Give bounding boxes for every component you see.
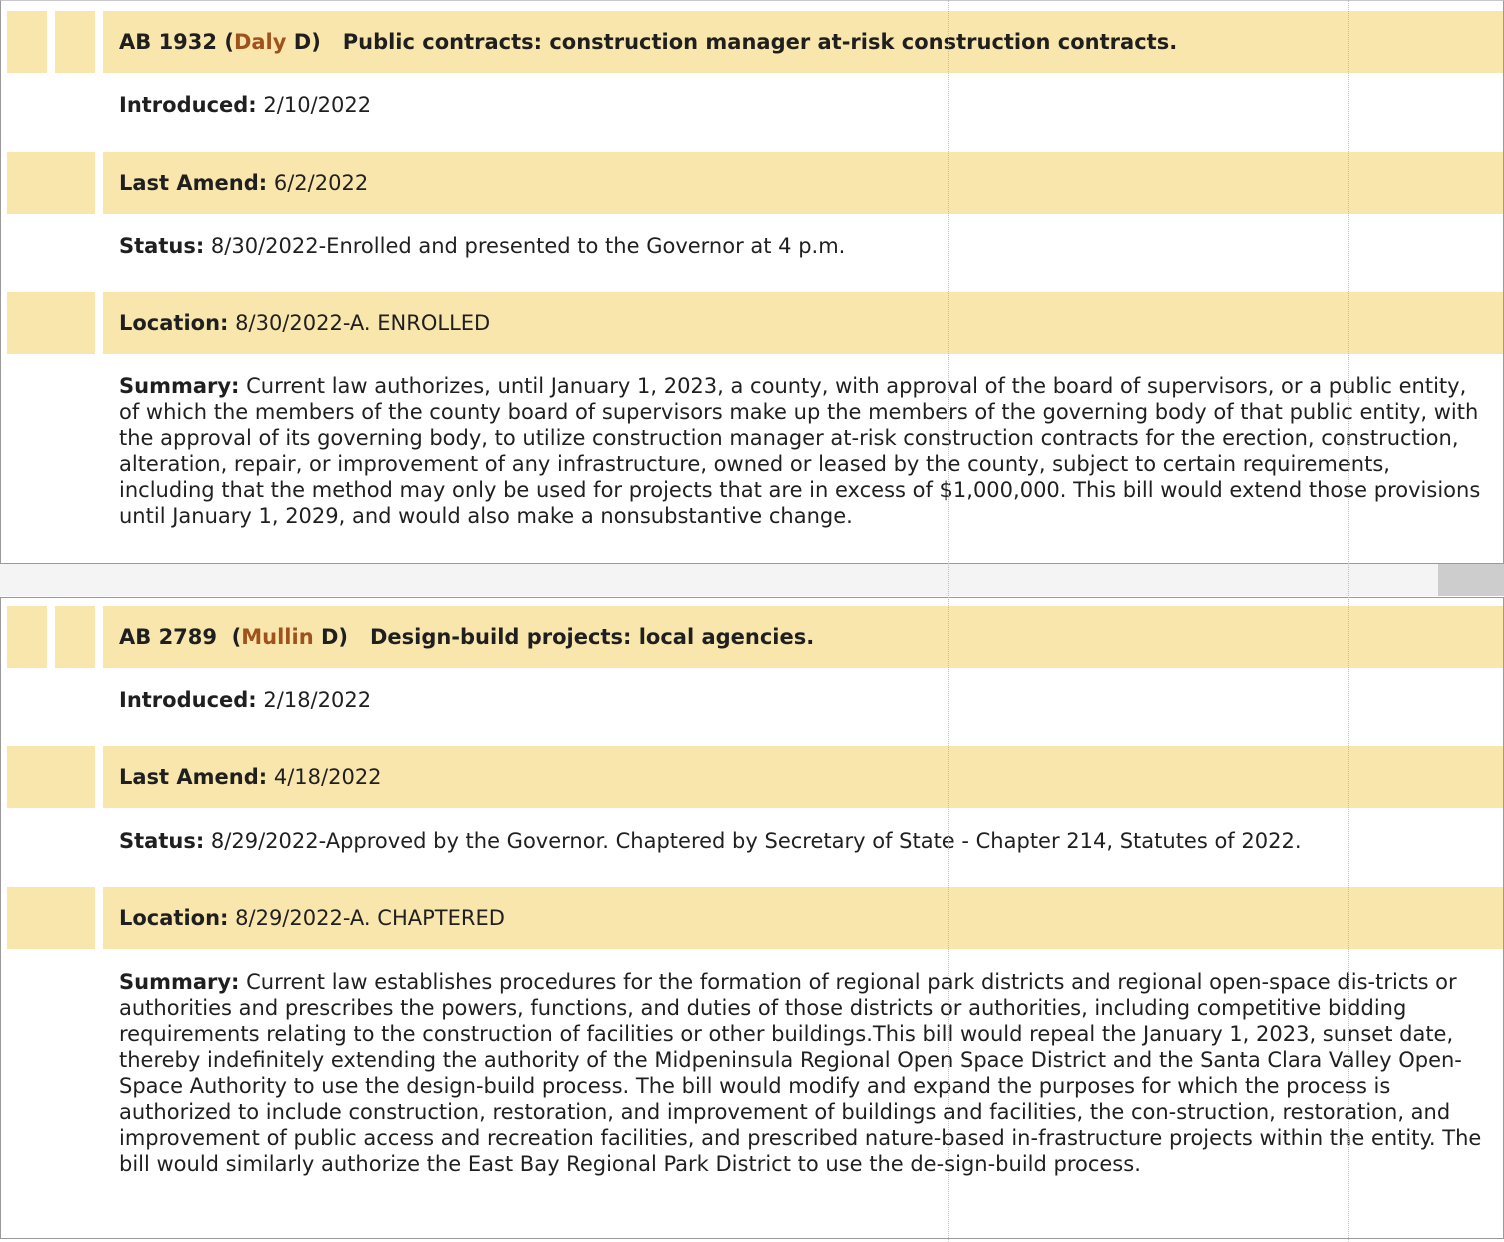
- location-row: [1, 887, 1503, 949]
- row-marker-cell: [7, 11, 47, 73]
- row-marker-cell: [7, 887, 95, 949]
- introduced-field: [119, 74, 371, 136]
- location-value: 8/30/2022-A. ENROLLED: [235, 311, 491, 335]
- row-marker-cell: [7, 606, 47, 668]
- summary-field: [119, 373, 1489, 529]
- summary-text: Current law authorizes, until January 1, 2023, a county, with approval of the board of supervisors, or a public entity, of which the members of the county board of supervisors make up the members of the governing body of that public entity, with the approval of its governing body, to utilize construction manager at-risk construction contracts for the erection, construction, alteration, repair, or improvement of any infrastructure, owned or leased by the county, subject to certain requirements, including that the method may only be used for projects that are in excess of $1,000,000. This bill would extend those provisions until January 1, 2029, and would also make a nonsubstantive change.: [119, 374, 1481, 528]
- bill-author-link[interactable]: Mullin: [241, 625, 314, 649]
- status-value: 8/29/2022-Approved by the Governor. Chaptered by Secretary of State - Chapter 214, Statutes of 2022.: [210, 829, 1302, 853]
- status-field: [119, 215, 845, 277]
- introduced-row: [1, 74, 1503, 136]
- status-row: [1, 810, 1503, 872]
- location-field: [119, 887, 505, 949]
- bill-title: Design-build projects: local agencies.: [369, 625, 815, 649]
- bill-title: Public contracts: construction manager at-risk construction contracts.: [342, 30, 1178, 54]
- status-value: 8/30/2022-Enrolled and presented to the Governor at 4 p.m.: [210, 234, 846, 258]
- bill-separator: [0, 564, 1504, 596]
- bill-author-link[interactable]: Daly: [233, 30, 287, 54]
- bill-party: D: [320, 625, 339, 649]
- last-amend-row: [1, 746, 1503, 808]
- bill-heading: AB 1932 (Daly D) Public contracts: construction manager at-risk construction contracts.: [119, 30, 1178, 54]
- introduced-value: 2/10/2022: [263, 93, 372, 117]
- introduced-label: Introduced:: [119, 688, 257, 712]
- status-row: [1, 215, 1503, 277]
- last-amend-field: [119, 746, 382, 808]
- last-amend-label: Last Amend:: [119, 765, 268, 789]
- location-label: Location:: [119, 311, 229, 335]
- last-amend-label: Last Amend:: [119, 171, 268, 195]
- introduced-field: [119, 669, 371, 731]
- summary-text: Current law establishes procedures for the formation of regional park districts and regional open-space dis-tricts or authorities and prescribes the powers, functions, and duties of those districts or authorities, including competitive bidding requirements relating to the construction of facilities or other buildings.This bill would repeal the January 1, 2023, sunset date, thereby indefinitely extending the authority of the Midpeninsula Regional Open Space District and the Santa Clara Valley Open-Space Authority to use the design-build process. The bill would modify and expand the purposes for which the process is authorized to include construction, restoration, and improvement of buildings and facilities, the con-struction, restoration, and improvement of public access and recreation facilities, and prescribed nature-based in-frastructure projects within the entity. The bill would similarly authorize the East Bay Regional Park District to use the de-sign-build process.: [119, 970, 1482, 1176]
- location-row: [1, 292, 1503, 354]
- introduced-row: [1, 669, 1503, 731]
- location-label: Location:: [119, 906, 229, 930]
- last-amend-value: 4/18/2022: [273, 765, 382, 789]
- row-marker-cell: [7, 746, 95, 808]
- bill-card: [0, 597, 1504, 1239]
- row-marker-cell: [55, 606, 95, 668]
- status-label: Status:: [119, 829, 205, 853]
- last-amend-value: 6/2/2022: [273, 171, 369, 195]
- guide-line: [1348, 0, 1349, 1242]
- bill-number: AB 2789: [119, 625, 218, 649]
- last-amend-row: [1, 152, 1503, 214]
- bill-heading: AB 2789 (Mullin D) Design-build projects: local agencies.: [119, 625, 815, 649]
- location-field: [119, 292, 490, 354]
- guide-line: [948, 0, 949, 1242]
- summary-label: Summary:: [119, 970, 240, 994]
- status-label: Status:: [119, 234, 205, 258]
- bill-party: D: [293, 30, 312, 54]
- introduced-value: 2/18/2022: [263, 688, 372, 712]
- row-marker-cell: [55, 11, 95, 73]
- last-amend-field: [119, 152, 368, 214]
- introduced-label: Introduced:: [119, 93, 257, 117]
- bill-header-row: [1, 11, 1503, 73]
- scrollbar-thumb[interactable]: [1438, 564, 1504, 596]
- location-value: 8/29/2022-A. CHAPTERED: [235, 906, 505, 930]
- bill-number: AB 1932: [119, 30, 218, 54]
- summary-label: Summary:: [119, 374, 240, 398]
- row-marker-cell: [7, 292, 95, 354]
- summary-field: [119, 969, 1489, 1177]
- bill-header-row: [1, 606, 1503, 668]
- row-marker-cell: [7, 152, 95, 214]
- bill-card: [0, 0, 1504, 564]
- status-field: [119, 810, 1302, 872]
